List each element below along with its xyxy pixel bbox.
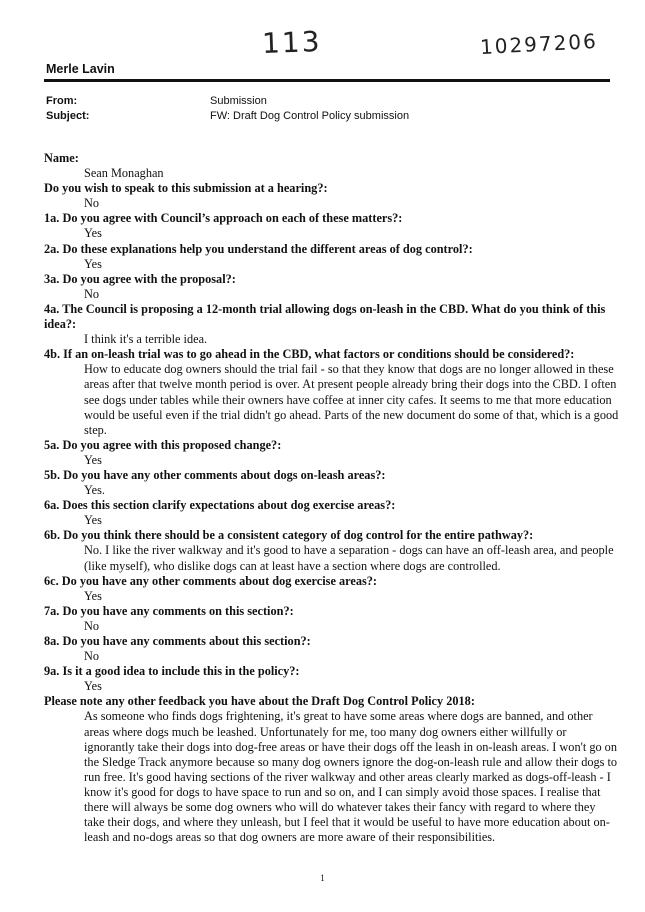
header-divider: [44, 79, 610, 82]
question: 4b. If an on-leash trial was to go ahead in the CBD, what factors or conditions should be considered?:: [44, 347, 575, 362]
from-label: From:: [46, 95, 78, 107]
question: 7a. Do you have any comments on this section?:: [44, 603, 294, 618]
question: 3a. Do you agree with the proposal?:: [44, 271, 236, 286]
answer: No: [84, 618, 100, 633]
page-number: 1: [320, 873, 325, 883]
question: 6a. Does this section clarify expectations about dog exercise areas?:: [44, 498, 396, 513]
answer: Yes.: [84, 483, 105, 498]
answer: How to educate dog owners should the trial fail - so that they know that dogs are no longer allowed in these areas after that twelve month period is over. At present people already bring their dogs into the CBD. I often see dogs under tables while their owners have coffee at inner city cafes. It seems to me that more education would be useful even if the trial didn't go ahead. Parts of the new document do some of that, which is a good step.: [84, 362, 619, 437]
question: 1a. Do you agree with Council’s approach on each of these matters?:: [44, 211, 403, 226]
question: Please note any other feedback you have about the Draft Dog Control Policy 2018:: [44, 694, 475, 709]
answer: No: [84, 649, 100, 664]
subject-value: FW: Draft Dog Control Policy submission: [210, 110, 410, 122]
question: Do you wish to speak to this submission at a hearing?:: [44, 181, 328, 196]
handwritten-page-mark: 113: [261, 24, 323, 61]
question: 6c. Do you have any other comments about dog exercise areas?:: [44, 573, 378, 588]
answer: Yes: [84, 679, 102, 694]
answer: Yes: [84, 256, 102, 271]
question: Name:: [44, 151, 79, 165]
answer: Yes: [84, 588, 102, 603]
answer: Yes: [84, 226, 102, 241]
answer: As someone who finds dogs frightening, it's great to have some areas where dogs are banned, and other areas where dogs much be leashed. Unfortunately for me, too many dog owners either willfully or ignorantly take their dogs into dog-free areas or have their dogs off the leash in on-leash areas. I won't go on the Sledge Track anymore because so many dog owners ignore the dog-on-leash rule and allow their dogs to run free. It's good having sections of the river walkway and other areas clearly marked as dogs-off-leash - I know it's good for dogs to have space to run and so on, and I can simply avoid those spaces. I realise that there will always be some dog owners who will do whatever takes their fancy with regard to where they take their dogs, and where they unleash, but I feel that it would be useful to have more education about on-leash and no-dogs areas so that dog owners are more aware of their responsibilities.: [84, 709, 618, 845]
handwritten-reference-number: 10297206: [479, 28, 599, 60]
from-value: Submission: [210, 95, 267, 107]
answer: Yes: [84, 513, 102, 528]
sender-name: Merle Lavin: [46, 62, 115, 76]
question: 6b. Do you think there should be a consistent category of dog control for the entire pathway?:: [44, 528, 534, 543]
subject-label: Subject:: [46, 110, 90, 122]
answer: Yes: [84, 452, 102, 467]
question: 4a. The Council is proposing a 12-month trial allowing dogs on-leash in the CBD. What do you think of this idea?:: [44, 301, 606, 332]
answer: I think it's a terrible idea.: [84, 332, 208, 347]
answer: Sean Monaghan: [84, 166, 164, 181]
answer: No: [84, 196, 100, 211]
answer: No. I like the river walkway and it's good to have a separation - dogs can have an off-leash area, and people (like myself), who dislike dogs can at least have a section where dogs are controlled.: [84, 543, 614, 573]
question: 5b. Do you have any other comments about dogs on-leash areas?:: [44, 467, 386, 482]
question: 2a. Do these explanations help you understand the different areas of dog control?:: [44, 241, 473, 256]
question: 5a. Do you agree with this proposed change?:: [44, 437, 282, 452]
answer: No: [84, 286, 100, 301]
submission-body: [44, 151, 619, 845]
question: 9a. Is it a good idea to include this in the policy?:: [44, 664, 300, 679]
question: 8a. Do you have any comments about this section?:: [44, 634, 311, 648]
